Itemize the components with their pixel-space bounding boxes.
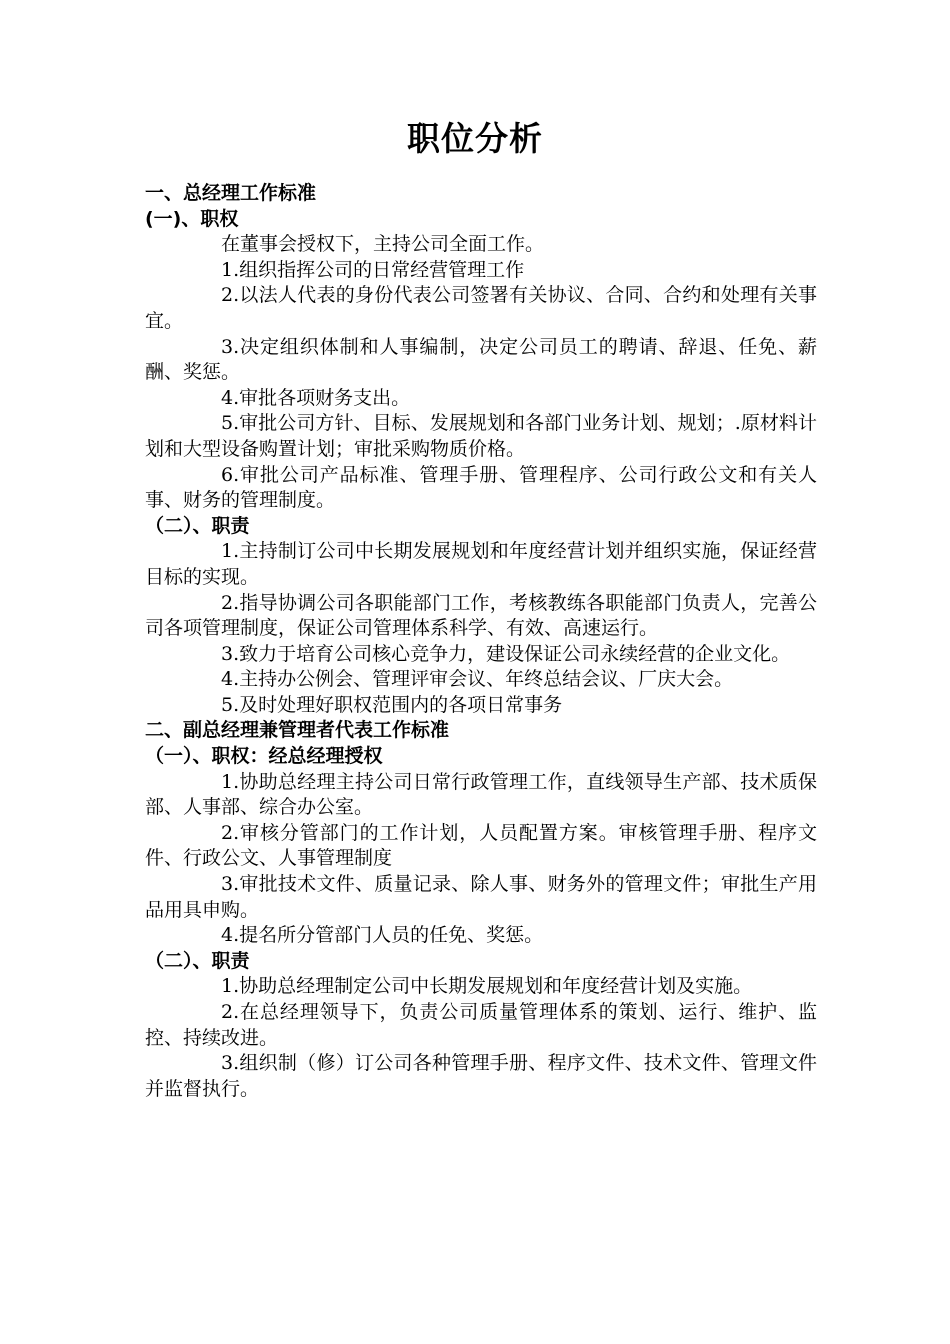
subsection-heading: （二）、职责	[145, 514, 250, 537]
document-title: 职位分析	[407, 119, 543, 158]
paragraph: 5.审批公司方针、目标、发展规划和各部门业务计划、规划；.原材料计划和大型设备购置计划；审批采购物质价格。	[145, 412, 817, 460]
paragraph: 2.审核分管部门的工作计划，人员配置方案。审核管理手册、程序文件、行政公文、人事管理制度	[145, 821, 817, 870]
paragraph: 在董事会授权下，主持公司全面工作。	[221, 233, 545, 256]
section-heading: 一、总经理工作标准	[145, 182, 317, 204]
paragraph: 4.主持办公例会、管理评审会议、年终总结会议、厂庆大会。	[221, 668, 734, 691]
paragraph: 3.决定组织体制和人事编制，决定公司员工的聘请、辞退、任免、薪酬、奖惩。	[145, 335, 817, 384]
paragraph: 4.审批各项财务支出。	[221, 386, 411, 409]
subsection-authority	[145, 744, 817, 949]
subsection-heading: （二）、职责	[145, 949, 250, 972]
subsection-responsibilities	[145, 949, 817, 1103]
section-general-manager	[145, 181, 817, 718]
subsection-heading: (一)、职权	[145, 207, 239, 230]
paragraph: 3.致力于培育公司核心竞争力，建设保证公司永续经营的企业文化。	[221, 642, 791, 665]
paragraph: 6.审批公司产品标准、管理手册、管理程序、公司行政公文和有关人事、财务的管理制度。	[145, 463, 817, 512]
paragraph: 1.主持制订公司中长期发展规划和年度经营计划并组织实施，保证经营目标的实现。	[145, 540, 817, 588]
document-body	[145, 181, 817, 1102]
section-deputy-manager	[145, 718, 817, 1102]
paragraph: 2.在总经理领导下，负责公司质量管理体系的策划、运行、维护、监控、持续改进。	[145, 1001, 817, 1049]
paragraph: 4.提名所分管部门人员的任免、奖惩。	[221, 924, 544, 947]
paragraph: 3.审批技术文件、质量记录、除人事、财务外的管理文件；审批生产用品用具申购。	[145, 873, 817, 921]
paragraph: 1.协助总经理制定公司中长期发展规划和年度经营计划及实施。	[221, 975, 753, 998]
paragraph: 5.及时处理好职权范围内的各项日常事务	[221, 693, 563, 716]
paragraph: 2.指导协调公司各职能部门工作，考核教练各职能部门负责人，完善公司各项管理制度，保证公司管理体系科学、有效、高速运行。	[145, 591, 817, 640]
paragraph: 2.以法人代表的身份代表公司签署有关协议、合同、合约和处理有关事宜。	[145, 284, 817, 332]
section-heading: 二、副总经理兼管理者代表工作标准	[145, 719, 450, 742]
paragraph: 1.组织指挥公司的日常经营管理工作	[221, 258, 525, 281]
subsection-heading: （一）、职权：经总经理授权	[145, 745, 383, 768]
subsection-authority	[145, 207, 817, 514]
paragraph: 1.协助总经理主持公司日常行政管理工作，直线领导生产部、技术质保部、人事部、综合办公室。	[145, 770, 817, 819]
paragraph: 3.组织制（修）订公司各种管理手册、程序文件、技术文件、管理文件并监督执行。	[145, 1052, 817, 1100]
subsection-responsibilities	[145, 514, 817, 719]
